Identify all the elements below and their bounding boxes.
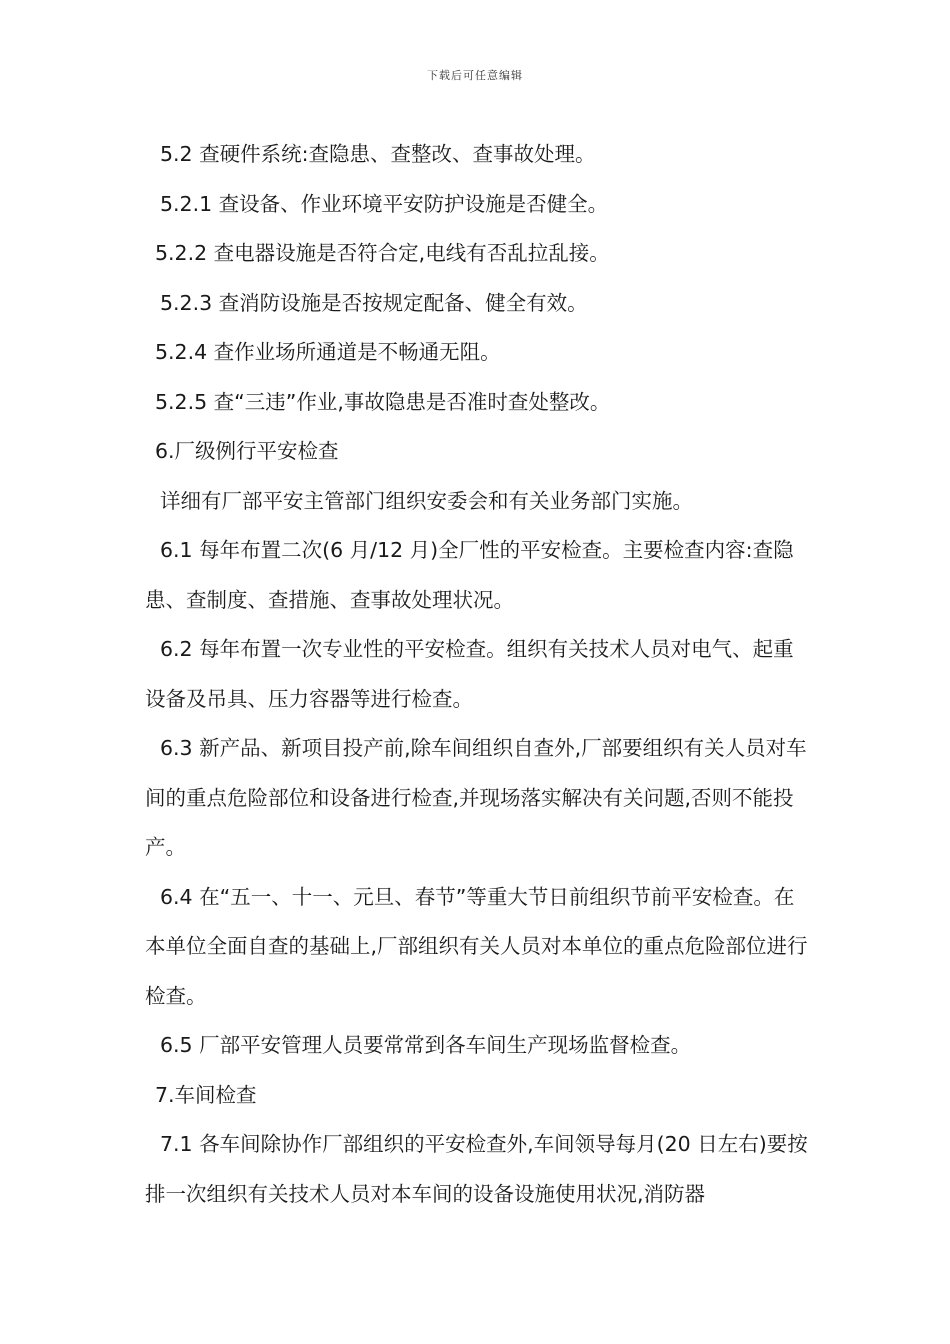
paragraph-5-2-3: 5.2.3 查消防设施是否按规定配备、健全有效。 [160,290,588,315]
header-note: 下载后可任意编辑 [427,69,523,82]
document-body [145,130,810,1219]
paragraph-5-2-2: 5.2.2 查电器设施是否符合定,电线有否乱拉乱接。 [155,241,610,265]
paragraph-6-4: 6.4 在“五一、十一、元旦、春节”等重大节日前组织节前平安检查。在本单位全面自查的基础上,厂部组织有关人员对本单位的重点危险部位进行检查。 [145,884,808,1008]
paragraph-6-1: 6.1 每年布置二次(6 月/12 月)全厂性的平安检查。主要检查内容:查隐患、查制度、查措施、查事故处理状况。 [145,538,794,612]
paragraph-5-2: 5.2 查硬件系统:查隐患、查整改、查事故处理。 [160,142,596,166]
paragraph-5-2-5: 5.2.5 查“三违”作业,事故隐患是否准时查处整改。 [155,389,611,414]
heading-6: 6.厂级例行平安检查 [155,439,339,463]
paragraph-5-2-4: 5.2.4 查作业场所通道是不畅通无阻。 [155,340,501,364]
heading-7: 7.车间检查 [155,1082,257,1107]
paragraph-7-1: 7.1 各车间除协作厂部组织的平安检查外,车间领导每月(20 日左右)要按排一次组织有关技术人员对本车间的设备设施使用状况,消防器 [145,1132,808,1206]
paragraph-6-2: 6.2 每年布置一次专业性的平安检查。组织有关技术人员对电气、起重设备及吊具、压力容器等进行检查。 [145,637,794,711]
paragraph-6-intro: 详细有厂部平安主管部门组织安委会和有关业务部门实施。 [160,488,693,513]
paragraph-5-2-1: 5.2.1 查设备、作业环境平安防护设施是否健全。 [160,191,609,216]
paragraph-6-3: 6.3 新产品、新项目投产前,除车间组织自查外,厂部要组织有关人员对车间的重点危险部位和设备进行检查,并现场落实解决有关问题,否则不能投产。 [145,736,807,859]
paragraph-6-5: 6.5 厂部平安管理人员要常常到各车间生产现场监督检查。 [160,1033,692,1057]
